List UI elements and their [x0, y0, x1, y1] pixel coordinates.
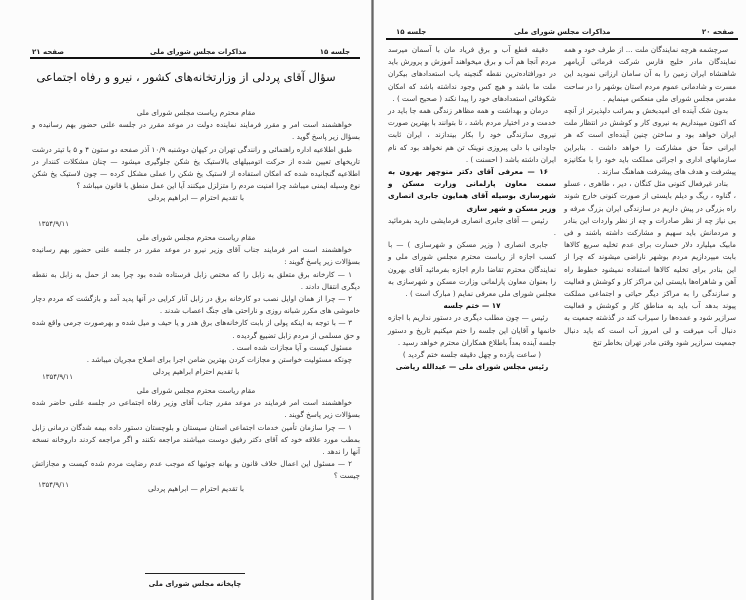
question-2 [32, 232, 360, 378]
question-3 [32, 385, 360, 495]
header-rule [30, 57, 360, 59]
running-title: مذاکرات مجلس شورای ملی [514, 28, 611, 36]
left-page [0, 0, 372, 600]
list-item: ۱ — کارخانه برق متعلق به زابل را که مختص زابل فرستاده شده بود چرا بعد از حمل به زابل به نقطه دیگری انتقال دادند . [32, 269, 360, 291]
date: ۱۳۵۴/۹/۱۱ [42, 373, 74, 381]
signature: با تقدیم احترام — ابراهیم پردلی [147, 483, 245, 493]
right-page [374, 0, 746, 600]
paragraph: خواهشمند است امر فرمایند جناب آقای وزیر نیرو در موعد مقرر در جلسه علنی حضور بهم رسانیده بسؤالات زیر پاسخ گویند : [32, 245, 360, 267]
signature: با تقدیم احترام — ابراهیم پردلی [147, 193, 245, 203]
left-column [388, 44, 556, 373]
date: ۱۳۵۴/۹/۱۱ [38, 220, 70, 228]
header-rule [386, 38, 738, 40]
paragraph: مسئول کیست و آیا مجازات شده است . [232, 342, 352, 352]
paragraph: رئیس — چون مطلب دیگری در دستور نداریم با اجازه خانمها و آقایان این جلسه را ختم میکنیم تاریخ و دستور جلسه آینده بعداً باطلاع همکاران محترم خواهد رسید . [388, 313, 556, 347]
paragraph: سرچشمه هرچه نمایندگان ملت ... از طرف خود و همه نمایندگان مادر خلیج فارس شرکت فرمائی آریامهر شاهنشاه ایران زمین را به آن سامان ارزانی نمودید این مسرت و شادمانی عموم مردم استان بوشهر را در ساحت مقدس مجلس شورای ملی منعکس مینمایم . [564, 45, 736, 103]
paragraph: چونکه مسئولیت خواستن و مجازات کردن بهترین ضامن اجرا برای اصلاح مجریان میباشد . [86, 355, 352, 365]
question-1 [32, 107, 360, 205]
paragraph: جابری انصاری ( وزیر مسکن و شهرسازی ) — با کسب اجازه از ریاست محترم مجلس شورای ملی و نمایندگان محترم تقاضا دارم اجازه بفرمائید آقای بهرون را بعنوان معاون پارلمانی وزارت مسکن و شهرسازی به مجلس شورای ملی معرفی نمایم ( مبارک است ) . [388, 240, 556, 299]
session-number: جلسه ۱۵ [396, 28, 427, 36]
page-title: سؤال آقای پردلی از وزارتخانه‌های کشور ، نیرو و رفاه اجتماعی [36, 70, 336, 84]
paragraph: درمان و بهداشت و همه مظاهر زندگی همه جا باید در خدمت و در اختیار مردم باشد ، تا بتوانند با بهترین صورت نیروی سازندگی خود را بکار بیندازند ، ایران ثابت جاودانی با دلی پیروزی نوینک تن هم نخواهد بود که نام ایران داشته باشد ( احسنت ) . [388, 106, 556, 164]
paragraph: خواهشمند است امر فرمایند در موعد مقرر جناب آقای وزیر رفاه اجتماعی در جلسه علنی حاضر شده بسؤالات زیر پاسخ گویند . [32, 398, 360, 420]
list-item: ۲ — چرا از همان اوایل نصب دو کارخانه برق در زابل آنار کرایی در آنها پدید آمد و بازگشت که مردم دچار خاموشی های مکرر شبانه روزی و ناراحتی های جنگ اعصاب شدند . [32, 294, 360, 316]
paragraph: بدون شک آینده ای امیدبخش و بمراتب دلپذیرتر از آنچه که اکنون میپنداریم به نیروی کار و کوشش در انتظار ملت ایران خواهد بود و ساختن چنین آینده‌ای است که هر ایرانی حقاً حق مشارکت را خواهد داشت . بنابراین سازمانهای اداری و اجرائی مملکت باید خود را با مکانیزه پیشرفت و هدف های پیشرفت هماهنگ سازند . [564, 106, 736, 177]
list-item: ۳ — با توجه به اینکه پولی از بابت کارخانه‌های برق هدر و یا حیف و میل شده و بهرصورت جرمی واقع شده و حق مسلمی از مردم زابل تضییع گردیده . [32, 318, 360, 340]
adjournment-note: ( ساعت یازده و چهل دقیقه جلسه ختم گردید ) [402, 350, 542, 360]
list-item: ۱ — چرا سازمان تأمین خدمات اجتماعی استان سیستان و بلوچستان دستور داده بیمه شدگان درمانی زابل بمطب مورد علاقه خود که آقای دکتر رفیق دوست میباشند مراجعه نکنند و اگر مراجعه کردند داروخانه نسخه آنها را ندهد . [32, 422, 360, 457]
addressee: مقام ریاست محترم مجلس شورای ملی [136, 386, 256, 395]
signoff: رئیس مجلس شورای ملی — عبدالله ریاضی [395, 362, 549, 372]
paragraph: خواهشمند است امر و مقرر فرمایند نماینده دولت در موعد مقرر در جلسه علنی حضور بهم رسانیده و بسؤال زیر پاسخ گوید . [32, 120, 360, 142]
date: ۱۳۵۴/۹/۱۱ [38, 481, 70, 489]
page-number: صفحه ۲۱ [32, 48, 65, 56]
page-number: صفحه ۲۰ [701, 28, 734, 36]
section-heading: ۱۶ — معرفی آقای دکتر منوچهر بهرون به سمت معاون پارلمانی وزارت مسکن و شهرسازی بوسیله آقای همایون جابری انصاری وزیر مسکن و شهر سازی [388, 167, 556, 213]
section-heading: ۱۷ — ختم جلسه [443, 301, 501, 311]
right-column [564, 44, 736, 349]
paragraph: طبق اطلاعیه اداره راهنمائی و رانندگی تهران در کیهان دوشنبه ۱۰/۹ آذر صفحه دو ستون ۴ و ۵ با تیتر درشت تاریخهای تعیین شده از حرکت اتومبیلهای بالاستیک یخ شکن جلوگیری میشود — چنان مشکلات کنندار در اطلاعیه گنجانیده شده که امکان استفاده از لاستیک یخ شکن را عملی مشکل کرده — چون لاستیک یخ شکن نوع وسیله ایمنی میباشد چرا امنیت مردم را متزلزل میکنند آیا این عمل منطق با قانون میباشد ؟ [32, 144, 360, 191]
footer-rule [145, 573, 245, 574]
paragraph: بنادر غیرفعال کنونی مثل کنگان ، دیر ، طاهری ، عسلو ، گناوه ، ریگ و دیلم بایستی از صورت کنونی خارج شوند راه بزرگی در پیش داریم در سازندگی ایران بزرگ مرفه و بی نیاز چه از نظر صادرات و چه از نظر واردات این بنادر و مردمانش باید سهیم و مشارکت داشته باشند و فی مابیک میلیارد دلار خسارت برای عدم تخلیه سریع کالاها بابت میپردازیم مردم بوشهر ناراضی میشوند که چرا از این بنادر برای تخلیه کالاها استفاده نمیشود خطوط راه آهن و شاهراه‌ها بایستی این مراکز کار و کوشش و فعالیت و سازندگی را به مراکز دیگر حیاتی و اجتماعی مملکت پیوند بدهد آب باید به مناطق کار و کوشش و فعالیت سرازیر شود و عمده‌ها را سیراب کند در گذشته جمعیت به دنبال آب میرفت و لی امروز آب است که باید دنبال جمعیت سرازیر شود وقتی مادر تهران بخاطر تنخ [564, 179, 736, 347]
list-item: ۲ — مسئول این اعمال خلاف قانون و بهانه جوئیها که موجب عدم رضایت مردم شده کیست و مجازاتش چیست ؟ [32, 459, 360, 481]
paragraph: رئیس — آقای جابری انصاری فرمایشی دارید بفرمائید . [388, 215, 556, 238]
printer-imprint: چاپخانه مجلس شورای ملی [148, 580, 242, 588]
signature: با تقدیم احترام ابراهیم پردلی [152, 367, 240, 377]
addressee: مقام محترم ریاست مجلس شورای ملی [136, 108, 256, 117]
paragraph: دقیقه قطع آب و برق فریاد مان با آسمان میرسد مردم آنجا هم آب و برق میخواهند آموزش و پرورش باید در دورافتاده‌ترین نقطه گنجینه یاب استعدادهای بیکران ملت ما باشد و هیچ کس وجود نداشته باشد که امکان شکوفائی استعدادهای خود را پیدا نکند ( صحیح است ) . [388, 45, 556, 103]
session-number: جلسه ۱۵ [319, 48, 350, 56]
running-title: مذاکرات مجلس شورای ملی [150, 48, 247, 56]
addressee: مقام ریاست محترم مجلس شورای ملی [136, 233, 256, 242]
